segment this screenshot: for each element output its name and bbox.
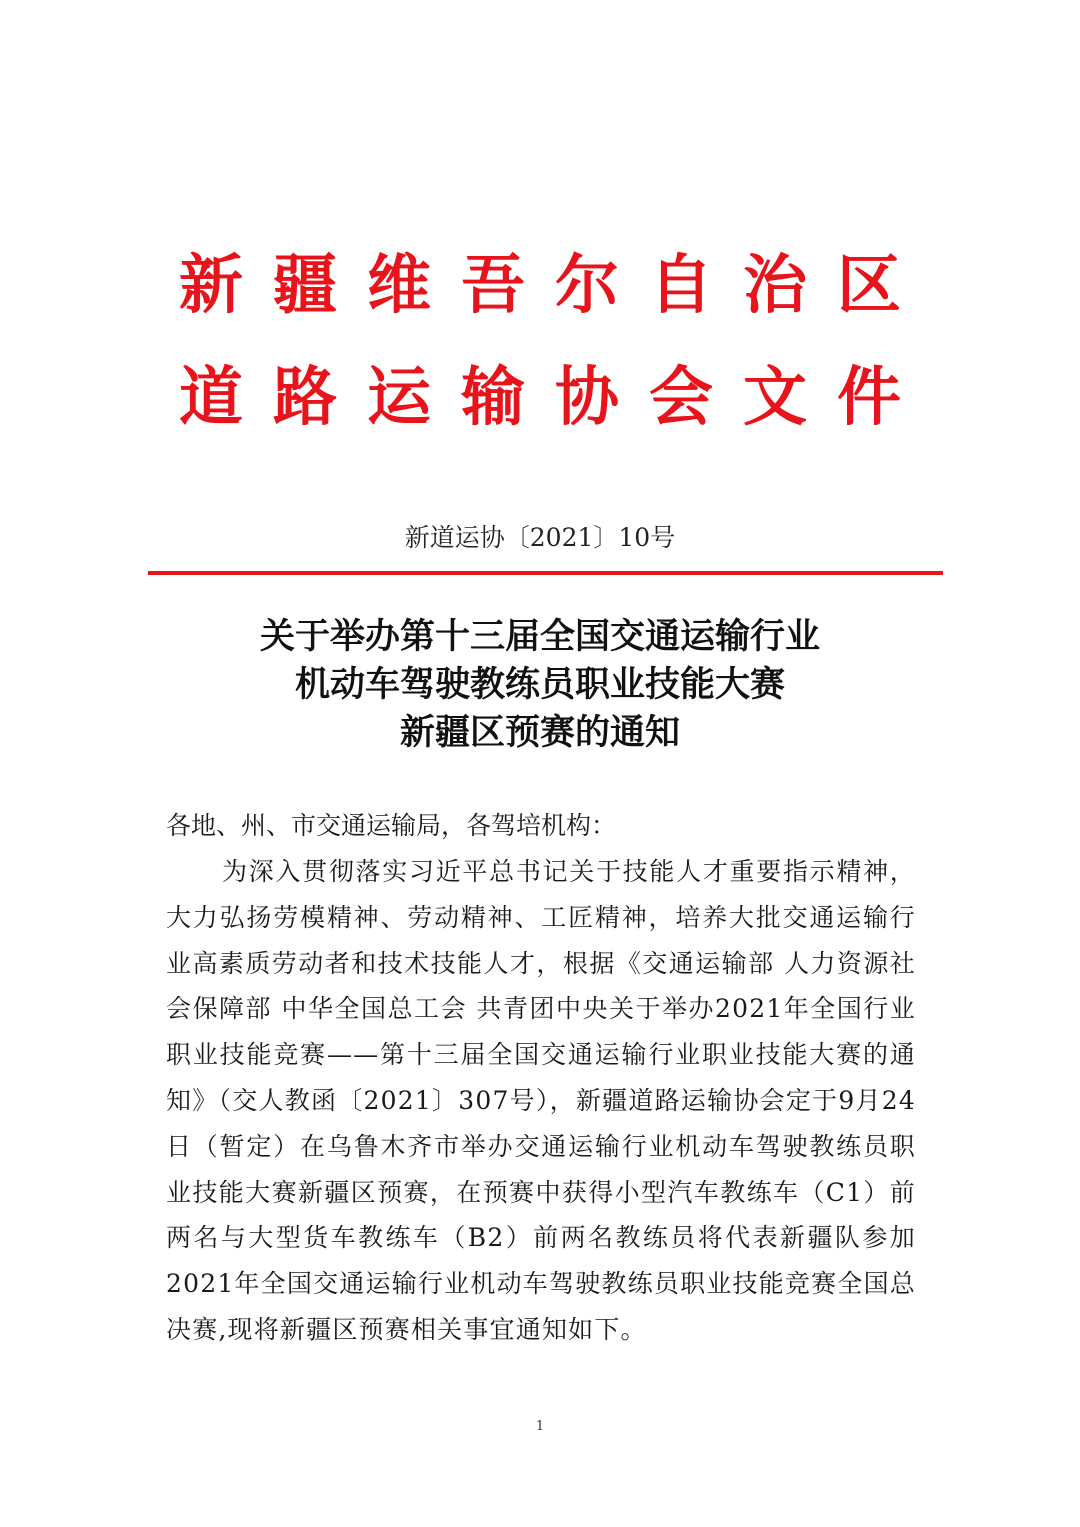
document-number: 新道运协〔2021〕10号	[404, 523, 676, 552]
salutation: 各地、州、市交通运输局，各驾培机构：	[166, 811, 617, 840]
notice-title-line-2: 机动车驾驶教练员职业技能大赛	[294, 665, 785, 705]
body-paragraph: 为深入贯彻落实习近平总书记关于技能人才重要指示精神，大力弘扬劳模精神、劳动精神、工匠精神，培养大批交通运输行业高素质劳动者和技术技能人才，根据《交通运输部 人力资源社会保障部 中华全国总工会 共青团中央关于举办2021年全国行业职业技能竞赛——第十三届全国交通运输行业职业技能大赛的通知》（交人教函〔2021〕307号），新疆道路运输协会定于9月24日（暂定）在乌鲁木齐市举办交通运输行业机动车驾驶教练员职业技能大赛新疆区预赛，在预赛中获得小型汽车教练车（C1）前两名与大型货车教练车（B2）前两名教练员将代表新疆队参加2021年全国交通运输行业机动车驾驶教练员职业技能竞赛全国总决赛,现将新疆区预赛相关事宜通知如下。	[166, 857, 916, 1344]
red-divider-line	[148, 571, 943, 575]
page-number: 1	[535, 1419, 545, 1434]
issuer-header-line-2: 道路运输协会文件	[179, 361, 931, 435]
notice-title-line-3: 新疆区预赛的通知	[399, 713, 680, 753]
issuer-header-line-1: 新疆维吾尔自治区	[179, 249, 931, 323]
notice-title-line-1: 关于举办第十三届全国交通运输行业	[259, 617, 820, 657]
